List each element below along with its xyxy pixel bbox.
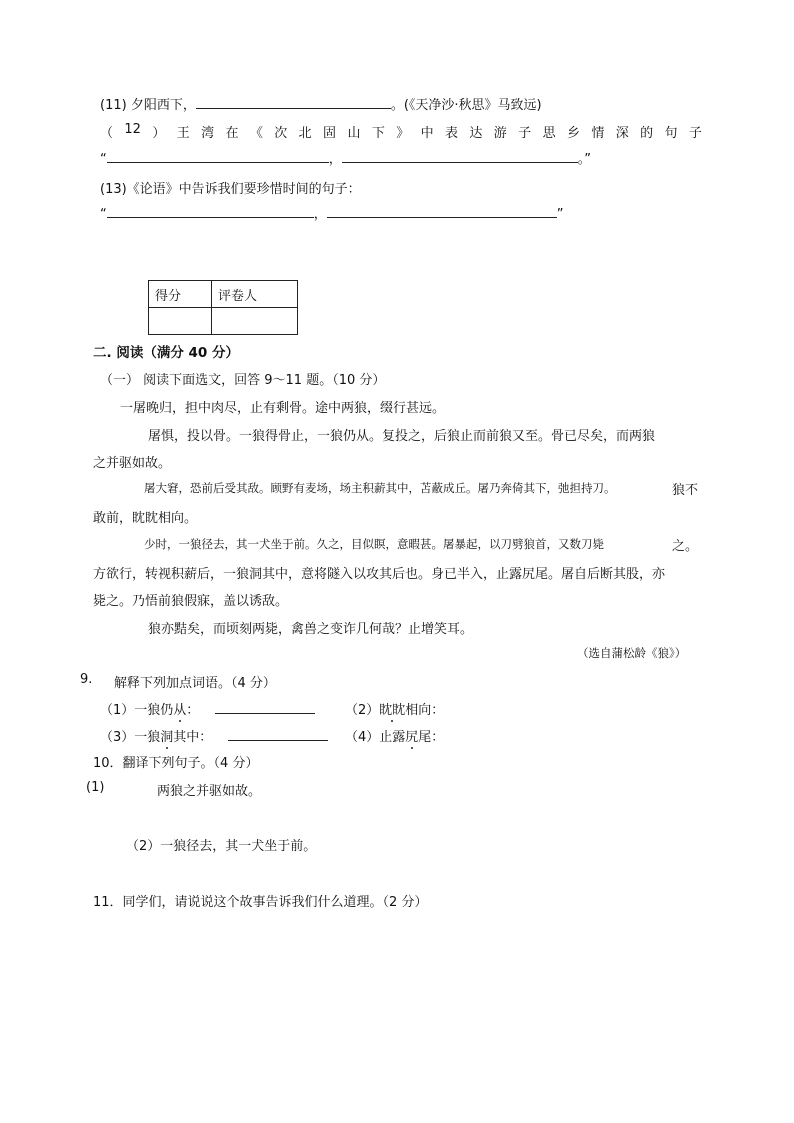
- q12-char: 下: [371, 126, 385, 141]
- q12-char: ）: [152, 126, 166, 141]
- grader-cell[interactable]: [212, 308, 298, 335]
- q12-char: 思: [542, 126, 556, 141]
- dotted-word: 从: [173, 703, 187, 718]
- q12-char: 子: [518, 126, 532, 141]
- q11-suffix: 。(《天净沙·秋思》马致远): [390, 98, 542, 113]
- dotted-word: 洞: [160, 730, 174, 745]
- question-9-item-2: （2）眈眈相向：: [345, 703, 445, 718]
- q12-char: 次: [274, 126, 288, 141]
- score-cell[interactable]: [149, 308, 212, 335]
- question-10-sentence-1-number: (1): [86, 780, 105, 795]
- q12-open-quote: “: [100, 152, 107, 167]
- q13-end: ”: [556, 207, 564, 222]
- q13-comma: ，: [313, 207, 327, 222]
- q12-char: （: [100, 126, 114, 141]
- q9-1-blank[interactable]: [215, 700, 315, 714]
- q12-char: 固: [323, 126, 337, 141]
- passage-paragraph-4-line-1-end: 之。: [672, 539, 699, 554]
- question-13-answer-line: [100, 203, 564, 222]
- q12-comma: ，: [328, 152, 342, 167]
- score-header: 得分: [149, 281, 212, 308]
- q12-char: 在: [225, 126, 239, 141]
- question-13-title: (13)《论语》中告诉我们要珍惜时间的句子：: [100, 182, 361, 197]
- q12-blank-1[interactable]: [107, 149, 329, 163]
- q12-char: 12: [124, 122, 141, 137]
- q12-char: 《: [249, 126, 263, 141]
- dotted-word: 尻: [405, 730, 419, 745]
- q12-char: 的: [640, 126, 654, 141]
- passage-paragraph-3-line-2: 敢前，眈眈相向。: [93, 511, 198, 526]
- passage-paragraph-2-line-2: 之并驱如故。: [93, 456, 172, 471]
- q11-blank[interactable]: [196, 95, 391, 109]
- q12-char: 乡: [566, 126, 580, 141]
- q12-char: 中: [420, 126, 434, 141]
- passage-paragraph-4-line-3: 毙之。乃悟前狼假寐，盖以诱敌。: [93, 594, 289, 609]
- q13-blank-2[interactable]: [327, 204, 557, 218]
- question-11-reflection: 11．同学们，请说说这个故事告诉我们什么道理。（2 分）: [93, 895, 428, 910]
- part-1-instructions: （一） 阅读下面选文，回答 9～11 题。（10 分）: [100, 373, 386, 388]
- q12-char: 山: [347, 126, 361, 141]
- q12-blank-2[interactable]: [342, 149, 578, 163]
- grader-header: 评卷人: [212, 281, 298, 308]
- q12-char: 表: [445, 126, 459, 141]
- passage-paragraph-5: 狼亦黠矣，而顷刻两毙，禽兽之变诈几何哉？止增笑耳。: [148, 622, 474, 637]
- q12-char: 句: [664, 126, 678, 141]
- q12-end: 。”: [577, 152, 592, 167]
- score-table: [148, 280, 298, 335]
- q13-blank-1[interactable]: [107, 204, 314, 218]
- passage-paragraph-3-line-1-end: 狼不: [672, 483, 699, 498]
- q12-char: 北: [298, 126, 312, 141]
- question-9-number: 9.: [80, 672, 93, 687]
- section-title: 二. 阅读（满分 40 分）: [93, 345, 240, 361]
- q12-char: 子: [688, 126, 702, 141]
- q12-char: 湾: [201, 126, 215, 141]
- passage-paragraph-2-line-1: 屠惧，投以骨。一狼得骨止，一狼仍从。复投之，后狼止而前狼又至。骨已尽矣，而两狼: [148, 429, 656, 444]
- question-9-item-3: （3）一狼洞其中：: [100, 726, 328, 745]
- q12-char: 达: [469, 126, 483, 141]
- passage-paragraph-4-line-2: 方欲行，转视积薪后，一狼洞其中，意将隧入以攻其后也。身已半入，止露尻尾。屠自后断其股，亦: [93, 567, 666, 582]
- q12-char: 情: [591, 126, 605, 141]
- question-9-item-1: （1）一狼仍从：: [100, 699, 315, 718]
- question-9-title: 解释下列加点词语。（4 分）: [114, 676, 276, 691]
- question-10-title: 10．翻译下列句子。（4 分）: [93, 756, 259, 771]
- q11-prefix: (11) 夕阳西下，: [100, 98, 196, 113]
- passage-source: （选自蒲松龄《狼》）: [577, 646, 687, 660]
- question-12-line: [100, 122, 702, 141]
- passage-paragraph-1: 一屠晚归，担中肉尽，止有剩骨。途中两狼，缀行甚远。: [120, 401, 446, 416]
- passage-paragraph-3-line-1: 屠大窘，恐前后受其敌。顾野有麦场，场主积薪其中，苫蔽成丘。屠乃奔倚其下，弛担持刀。: [144, 481, 616, 495]
- q12-char: 深: [615, 126, 629, 141]
- q12-char: 游: [493, 126, 507, 141]
- question-10-sentence-2: （2）一狼径去，其一犬坐于前。: [126, 839, 317, 854]
- question-9-item-4: （4）止露尻尾：: [345, 730, 445, 745]
- question-10-sentence-1: 两狼之并驱如故。: [157, 784, 262, 799]
- q12-char: 》: [396, 126, 410, 141]
- q13-open-quote: “: [100, 207, 107, 222]
- dotted-word: 眈眈: [379, 703, 406, 718]
- passage-paragraph-4-line-1: 少时，一狼径去，其一犬坐于前。久之，目似瞑，意暇甚。屠暴起，以刀劈狼首，又数刀毙: [144, 537, 604, 551]
- q12-char: 王: [176, 126, 190, 141]
- q9-3-blank[interactable]: [228, 727, 328, 741]
- question-11-line: [100, 94, 542, 113]
- question-12-answer-line: [100, 148, 591, 167]
